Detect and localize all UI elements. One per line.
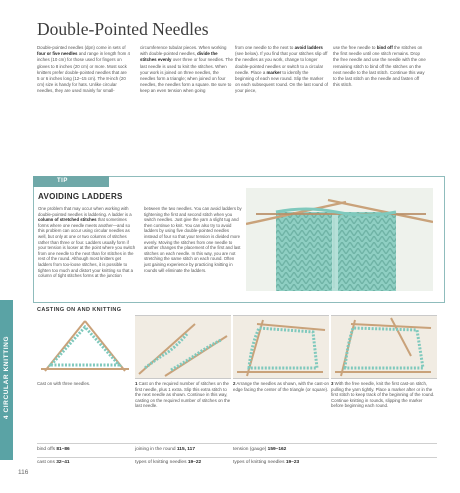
xref-divider-middle: [37, 457, 437, 458]
intro-column-4: [333, 45, 426, 88]
body-text: from one needle to the next to: [235, 45, 295, 50]
body-text: over three or four needles. The last needle is used to knit the stitches. When your work is joined on three needles, the needles form a triangle; when joined on four needles, the needles form a square. Be sure to keep an even tension when going: [140, 57, 233, 94]
intro-column-2: [140, 45, 233, 95]
caption-step-3: [331, 381, 435, 409]
xref-pages: 115, 117: [176, 447, 196, 452]
xref-item[interactable]: [135, 447, 195, 452]
caption-text: With the free needle, knit the first cast-on stitch, pulling the yarn tightly. Place a marker after or in the first stitch to keep track of the beginning of the round. Continue knitting in rounds, slipping the marker before beginning each round.: [331, 381, 435, 409]
cast-on-triangle-image: [37, 315, 133, 377]
tip-column-2: [144, 206, 242, 273]
intro-column-1: [37, 45, 130, 95]
caption-step-2: [233, 381, 329, 392]
body-text: use the free needle to: [333, 45, 377, 50]
step-3-image: [331, 316, 437, 378]
xref-pages: 159–162: [267, 447, 287, 452]
ladder-knitting-photo: [246, 188, 433, 291]
bold-term: bind off: [376, 45, 393, 50]
illustration-step-2: [233, 315, 329, 379]
caption-number: 3: [331, 381, 334, 386]
body-text: (see below). If you find that your stitches slip off the needles as you work, change to longer double-pointed needles or switch to a circular needle. Place a: [235, 51, 328, 75]
caption-text: Arrange the needles as shown, with the cast-on edge facing the center of the triangle (or square).: [233, 381, 329, 392]
bold-term: avoid ladders: [294, 45, 323, 50]
xref-label: bind offs: [37, 447, 57, 452]
tip-label: TIP: [33, 176, 109, 187]
xref-pages: 32–41: [56, 460, 70, 465]
xref-label: types of knitting needles: [135, 460, 188, 465]
xref-item[interactable]: [37, 447, 70, 452]
illustration-cast-on-three-needles: [37, 315, 133, 377]
body-text: circumference tubular pieces. When working with double-pointed needles,: [140, 45, 227, 57]
xref-label: types of knitting needles: [233, 460, 286, 465]
xref-label: tension (gauge): [233, 447, 268, 452]
body-text: that sometimes forms where one needle meets another—and so this problem can occur using circular needles as well, but only at one or two columns of stitches rather than three or four. Ladders usually form if your tension is looser at the point where you switch from one needle to the next than for stitches in the rest of the round. Although most knitters get ladders from too-loose stitches, it is possible to tighten too much and distort your knitting so that a column of tight stitches forms at the junction: [38, 217, 136, 279]
intro-column-3: [235, 45, 328, 95]
xref-label: cast ons: [37, 460, 57, 465]
xref-item[interactable]: [233, 460, 299, 465]
body-text: One problem that may occur when working with double-pointed needles is laddering. A ladder is a: [38, 206, 132, 217]
page-number: 116: [18, 469, 29, 476]
xref-pages: 81–86: [56, 447, 70, 452]
illustration-step-3: [331, 315, 437, 379]
bold-term: divide the stitches evenly: [140, 51, 218, 63]
xref-divider-top: [37, 443, 437, 444]
caption-text: Cast on the required number of stitches on the first needle, plus 1 extra. Slip this extra stitch to the next needle as shown. Continue in this way, casting on the required number of stitches on the last needle.: [135, 381, 231, 409]
tip-column-1: [38, 206, 136, 279]
body-text: to identify the beginning of each new round. Slip the marker on each subsequent round. On the last round of your piece,: [235, 69, 329, 94]
xref-pages: 19–23: [285, 460, 300, 465]
xref-item[interactable]: [135, 460, 201, 465]
xref-item[interactable]: [37, 460, 70, 465]
caption-number: 2: [233, 381, 236, 386]
bold-term: column of stretched stitches: [38, 217, 97, 223]
caption-cast-on: [37, 381, 133, 387]
body-text: Double-pointed needles (dpn) come in sets of: [37, 45, 126, 50]
xref-pages: 19–22: [187, 460, 202, 465]
casting-on-section-title: CASTING ON AND KNITTING: [37, 307, 122, 313]
xref-item[interactable]: [233, 447, 286, 452]
step-2-image: [233, 316, 329, 378]
body-text: and range in length from 4 inches (10 cm) for those used for fingers on gloves to 8 inches (20 cm) or more. Most sock knitters prefer double-pointed needles that are 5 or 6 inches long (12–15 cm). The 8-inch (20 cm) size is handy for hats. Unlike circular needles, they are used mainly for small-: [37, 51, 130, 94]
caption-number: 1: [135, 381, 138, 386]
illustration-step-1: [135, 315, 231, 379]
caption-text: Cast on with three needles.: [37, 381, 91, 386]
bold-term: four or five needles: [37, 51, 78, 57]
ladder-knitting-image: [246, 188, 433, 291]
step-1-image: [135, 316, 231, 378]
tip-title: AVOIDING LADDERS: [38, 192, 123, 201]
body-text: between the two needles. You can avoid ladders by tightening the first and second stitch when you switch needles. Just give the yarn a slight tug and then continue to knit. You can also try to avoid ladders by using five double-pointed needles instead of four so that your tension is divided more evenly. Moving the stitches from one needle to another changes the placement of the first and last stitches on each needle. In this way, you are not stretching the same stitch on each round. Often just gaining experience by practicing knitting in rounds will eliminate the ladders.: [144, 206, 242, 273]
xref-label: joining in the round: [135, 447, 177, 452]
bold-term: marker: [266, 69, 282, 75]
caption-step-1: [135, 381, 231, 409]
chapter-tab-label: 4 CIRCULAR KNITTING: [3, 335, 10, 420]
page-title: Double-Pointed Needles: [37, 19, 209, 39]
body-text: the stitches on the first needle until one stitch remains. Drop the free needle and use the needle with the one remaining stitch to bind off the stitches on the next needle to the last stitch. Continue this way to the last stitch on the needle and fasten off this stitch.: [333, 45, 426, 88]
